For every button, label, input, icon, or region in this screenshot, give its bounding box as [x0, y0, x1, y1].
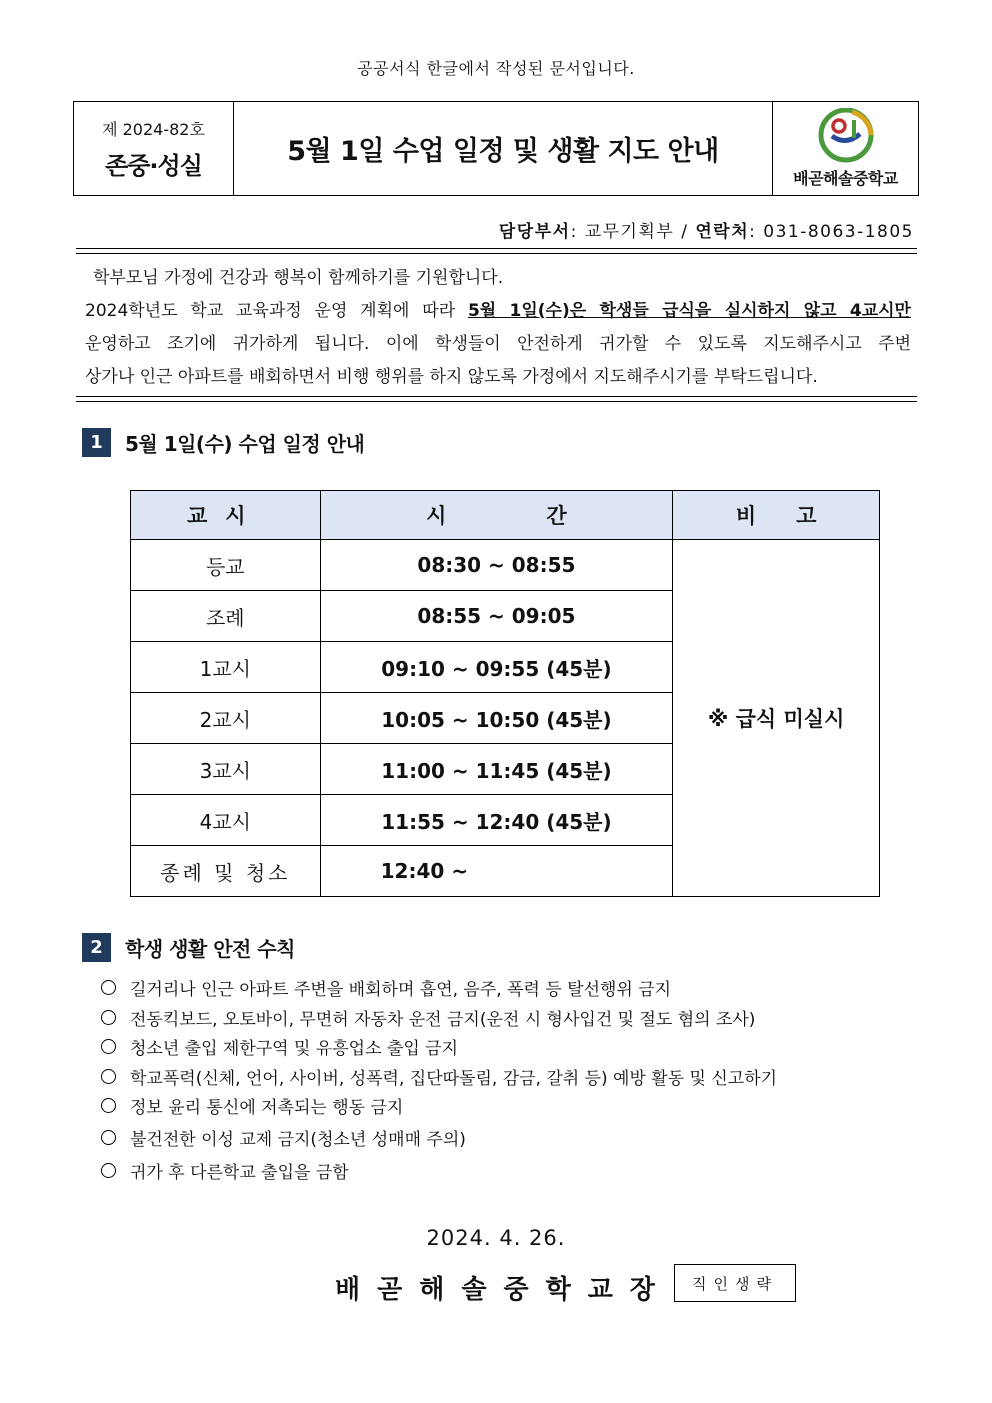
- dept-label: 담당부서: [498, 222, 571, 242]
- rule-text: 불건전한 이성 교제 금지(청소년 성매매 주의): [130, 1129, 466, 1150]
- dept-value: : 교무기획부 /: [570, 222, 696, 242]
- time-cell: 10:05 ~ 10:50 (45분): [320, 693, 673, 744]
- period-cell: 등교: [131, 540, 321, 591]
- document-number: 제 2024-82호: [102, 119, 205, 139]
- section-1-title: 5월 1일(수) 수업 일정 안내: [125, 432, 365, 456]
- note-cell: ※ 급식 미실시: [673, 540, 880, 897]
- principal-signature: 배곧해솔중학교장: [335, 1275, 672, 1305]
- bullet-circle-icon: [101, 1130, 116, 1145]
- bullet-circle-icon: [101, 980, 116, 995]
- rule-text: 길거리나 인근 아파트 주변을 배회하며 흡연, 음주, 폭력 등 탈선행위 금지: [130, 980, 672, 1001]
- table-row: [131, 540, 880, 591]
- bullet-circle-icon: [101, 1163, 116, 1178]
- period-cell: 조례: [131, 591, 321, 642]
- period-cell: 1교시: [131, 642, 321, 693]
- bullet-circle-icon: [101, 1039, 116, 1054]
- time-cell: 12:40 ~: [320, 846, 673, 897]
- intro-paragraph: [85, 262, 911, 394]
- phone-label: 연락처: [695, 222, 750, 242]
- rule-text: 학교폭력(신체, 언어, 사이버, 성폭력, 집단따돌림, 감금, 갈취 등) 예방 활동 및 신고하기: [130, 1068, 778, 1089]
- school-logo: [772, 102, 918, 195]
- list-item: [98, 1062, 777, 1092]
- divider-bottom: [76, 396, 917, 402]
- divider-top: [76, 248, 917, 254]
- bullet-circle-icon: [101, 1098, 116, 1113]
- school-motto: 존중·성실: [105, 151, 202, 180]
- list-item: [98, 973, 777, 1003]
- intro-line-4: 상가나 인근 아파트를 배회하면서 비행 행위를 하지 않도록 가정에서 지도해주시기를 부탁드립니다.: [85, 367, 818, 387]
- section-2-title: 학생 생활 안전 수칙: [125, 937, 295, 961]
- seal-omitted-box: 직인생략: [674, 1264, 796, 1302]
- safety-rules-list: [98, 973, 777, 1187]
- period-cell: 3교시: [131, 744, 321, 795]
- intro-line-3: 운영하고 조기에 귀가하게 됩니다. 이에 학생들이 안전하게 귀가할 수 있도록 지도해주시고 주변: [85, 334, 911, 354]
- intro-line-2-text: 2024학년도 학교 교육과정 운영 계획에 따라: [85, 301, 468, 321]
- intro-line-1: 학부모님 가정에 건강과 행복이 함께하기를 기원합니다.: [93, 268, 504, 288]
- bullet-circle-icon: [101, 1010, 116, 1025]
- list-item: [98, 1003, 777, 1033]
- schedule-table: [130, 490, 880, 897]
- time-cell: 08:30 ~ 08:55: [320, 540, 673, 591]
- header-period: 교시: [131, 491, 321, 540]
- contact-info: [499, 217, 914, 242]
- list-item: [98, 1032, 777, 1062]
- rule-text: 귀가 후 다른학교 출입을 금함: [130, 1162, 349, 1183]
- period-cell: 4교시: [131, 795, 321, 846]
- table-header-row: [131, 491, 880, 540]
- document-notice: 공공서식 한글에서 작성된 문서입니다.: [357, 59, 635, 78]
- list-item: [98, 1154, 777, 1187]
- logo-school-name: 배곧해솔중학교: [793, 169, 898, 188]
- time-cell: 11:55 ~ 12:40 (45분): [320, 795, 673, 846]
- period-cell: 2교시: [131, 693, 321, 744]
- rule-text: 청소년 출입 제한구역 및 유흥업소 출입 금지: [130, 1039, 459, 1060]
- list-item: [98, 1121, 777, 1154]
- phone-value: : 031-8063-1805: [749, 222, 914, 242]
- section-1-number: 1: [82, 428, 111, 457]
- issue-date: 2024. 4. 26.: [426, 1226, 566, 1250]
- document-header: [73, 101, 919, 196]
- intro-line-2: [85, 295, 911, 328]
- time-cell: 11:00 ~ 11:45 (45분): [320, 744, 673, 795]
- section-2-number: 2: [82, 933, 111, 962]
- header-left-box: [74, 102, 234, 195]
- time-cell: 09:10 ~ 09:55 (45분): [320, 642, 673, 693]
- header-time: 시간: [320, 491, 673, 540]
- bullet-circle-icon: [101, 1069, 116, 1084]
- list-item: [98, 1091, 777, 1121]
- document-title: 5월 1일 수업 일정 및 생활 지도 안내: [287, 136, 719, 167]
- school-emblem-icon: [812, 108, 880, 164]
- period-cell: 종례 및 청소: [131, 846, 321, 897]
- time-cell: 08:55 ~ 09:05: [320, 591, 673, 642]
- rule-text: 전동킥보드, 오토바이, 무면허 자동차 운전 금지(운전 시 형사입건 및 절도 혐의 조사): [130, 1009, 756, 1030]
- rule-text: 정보 윤리 통신에 저촉되는 행동 금지: [130, 1098, 404, 1119]
- header-note: 비고: [673, 491, 880, 540]
- intro-highlight: 5월 1일(수)은 학생들 급식을 실시하지 않고 4교시만: [467, 301, 911, 321]
- section-1-heading: [82, 428, 364, 457]
- section-2-heading: [82, 933, 295, 962]
